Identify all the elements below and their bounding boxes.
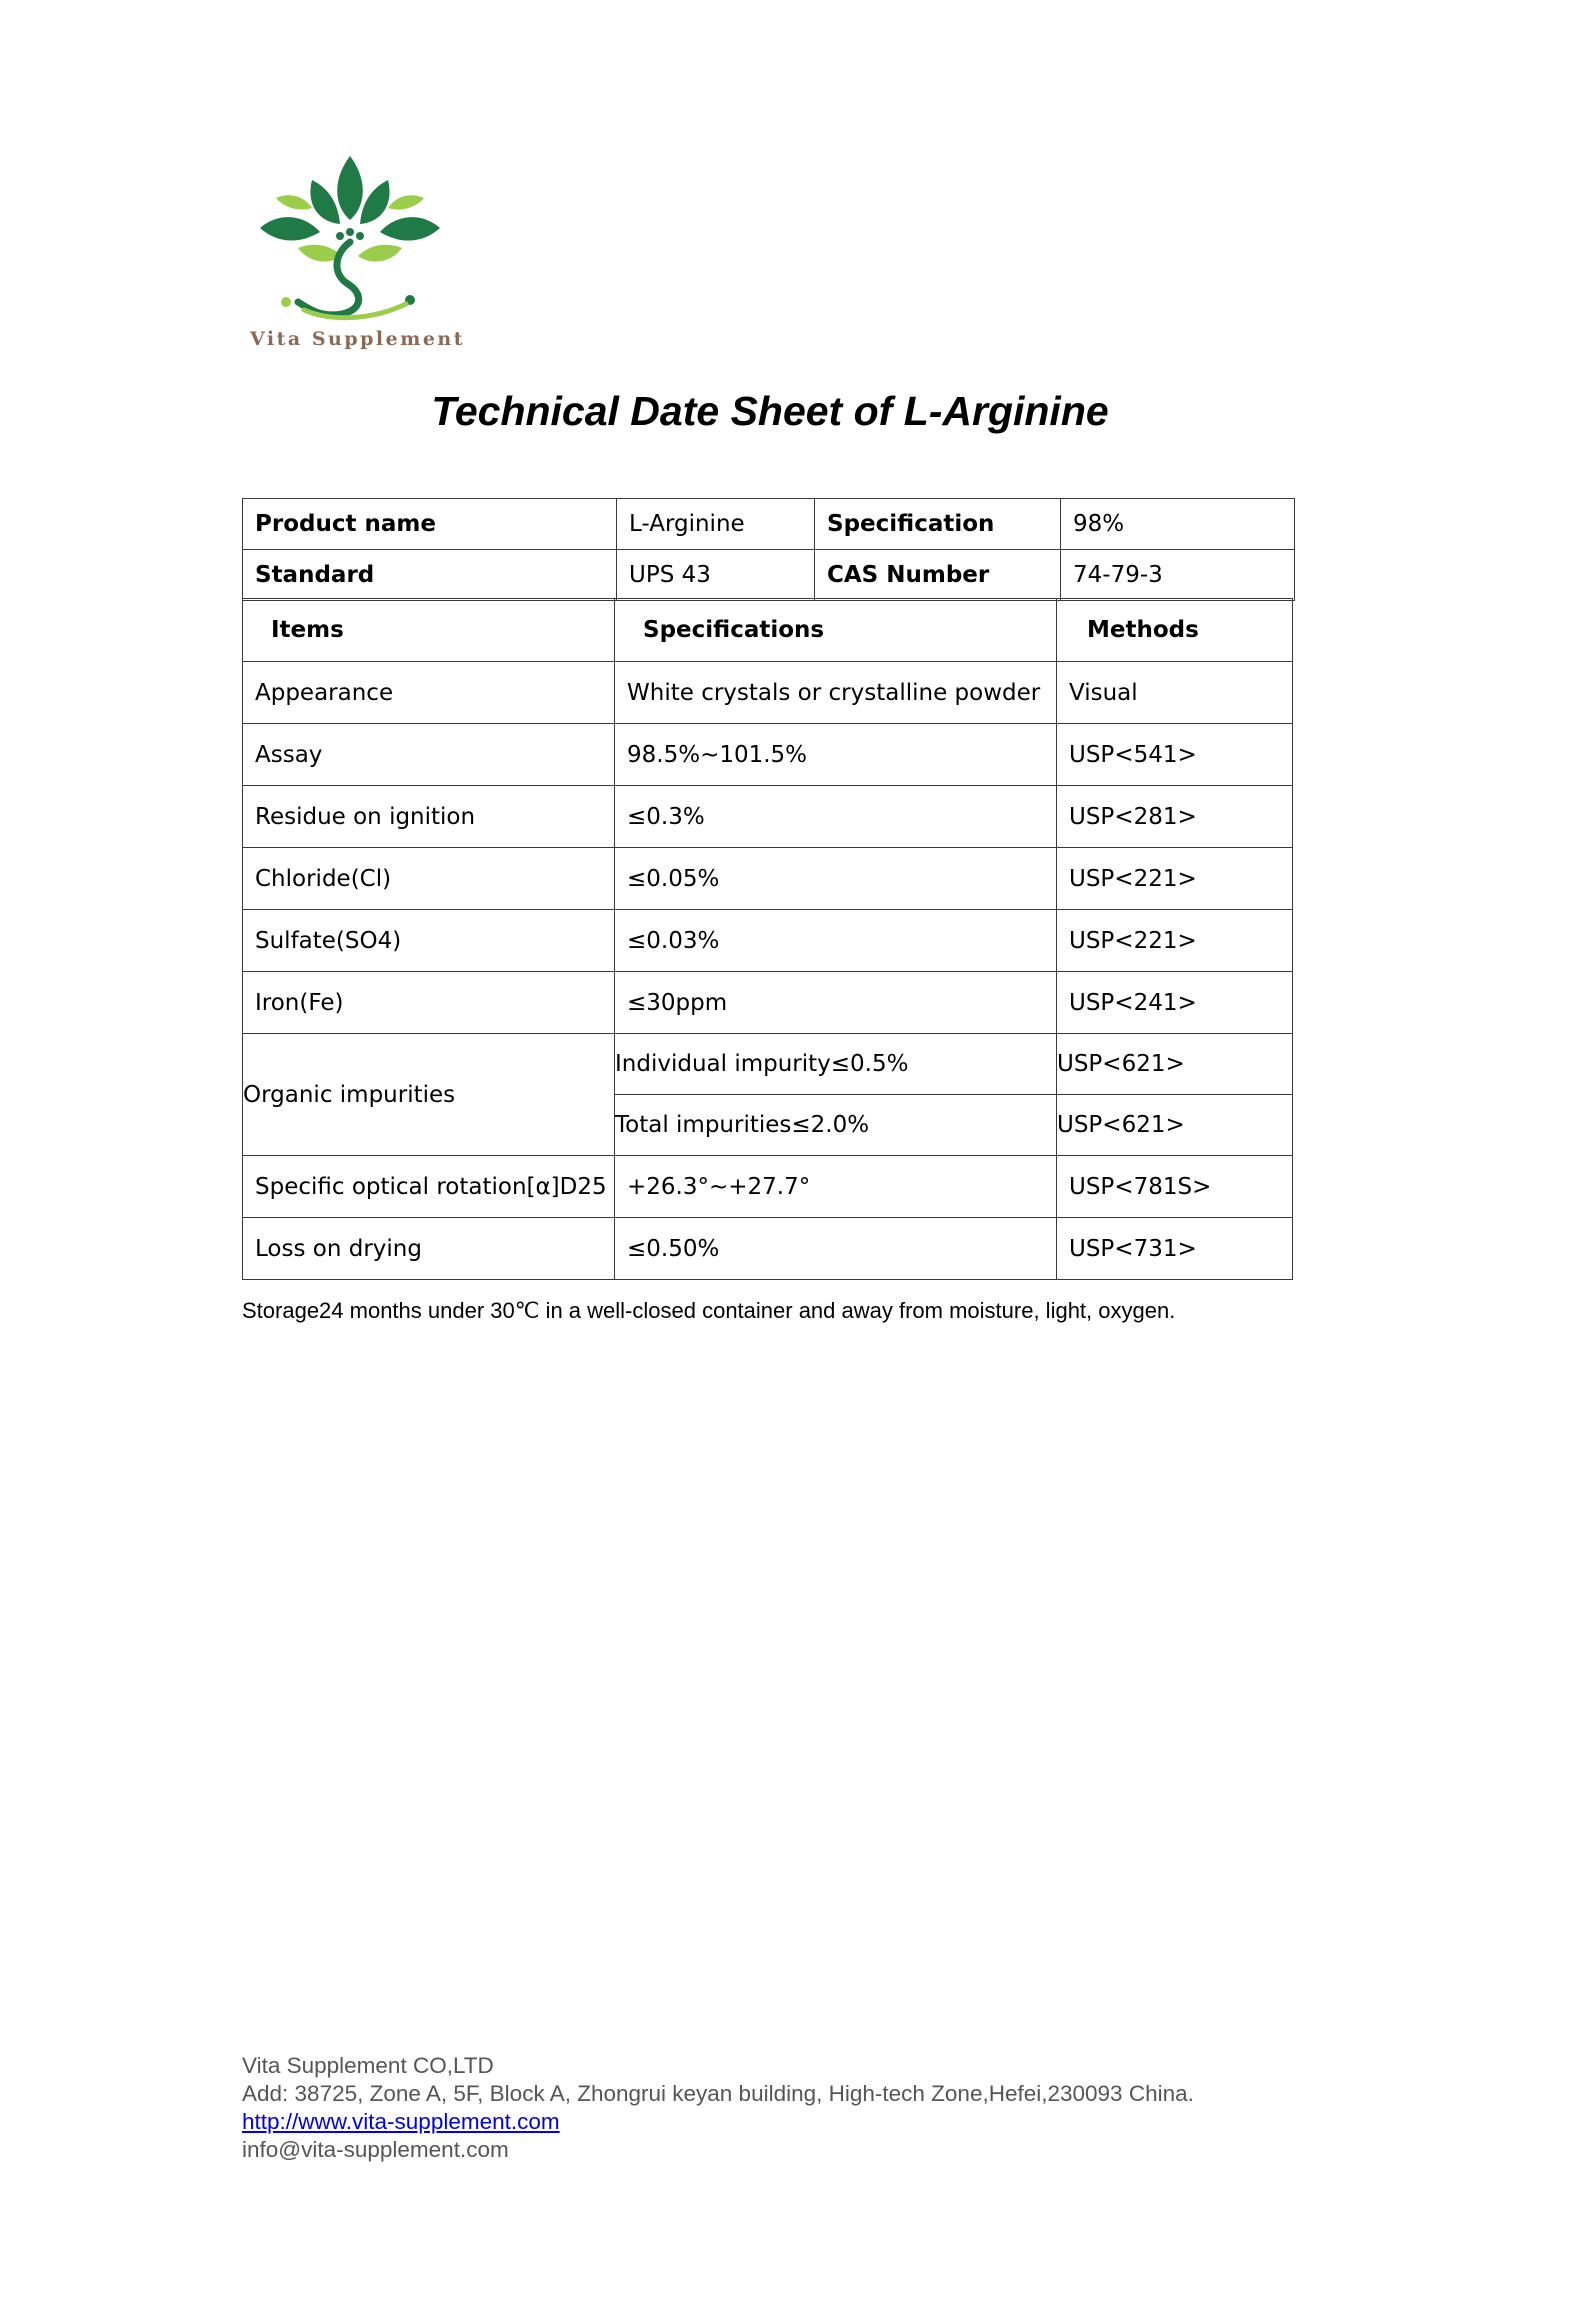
table-row (243, 910, 1293, 972)
info-value: 74-79-3 (1061, 550, 1295, 601)
specification-cell: ≤30ppm (615, 972, 1057, 1034)
specification-cell: Individual impurity≤0.5% (615, 1034, 1057, 1095)
company-name: Vita Supplement CO,LTD (242, 2053, 494, 2078)
specification-cell: White crystals or crystalline powder (615, 662, 1057, 724)
info-label: Specification (815, 499, 1061, 550)
table-header-row (243, 599, 1293, 662)
item-cell: Chloride(Cl) (243, 848, 615, 910)
info-value: UPS 43 (617, 550, 815, 601)
item-cell: Assay (243, 724, 615, 786)
product-info-table (242, 498, 1295, 601)
page-title: Technical Date Sheet of L-Arginine (431, 388, 1109, 434)
table-row (243, 786, 1293, 848)
header-methods: Methods (1057, 599, 1293, 662)
storage-note: Storage24 months under 30℃ in a well-closed container and away from moisture, light, oxygen. (242, 1298, 1176, 1323)
table-row (243, 1034, 1293, 1095)
table-row (243, 1218, 1293, 1280)
method-cell: USP<221> (1057, 848, 1293, 910)
method-cell: USP<221> (1057, 910, 1293, 972)
method-cell: USP<731> (1057, 1218, 1293, 1280)
item-cell: Organic impurities (243, 1034, 615, 1156)
info-label: Standard (243, 550, 617, 601)
header-items: Items (243, 599, 615, 662)
table-row (243, 848, 1293, 910)
header-specifications: Specifications (615, 599, 1057, 662)
item-cell: Iron(Fe) (243, 972, 615, 1034)
table-row (243, 724, 1293, 786)
website-link[interactable]: http://www.vita-supplement.com (242, 2109, 560, 2134)
table-row (243, 972, 1293, 1034)
item-cell: Appearance (243, 662, 615, 724)
method-cell: USP<241> (1057, 972, 1293, 1034)
method-cell: Visual (1057, 662, 1293, 724)
brand-name: Vita Supplement (250, 328, 466, 350)
item-cell: Specific optical rotation[α]D25 (243, 1156, 615, 1218)
contact-email: info@vita-supplement.com (242, 2137, 509, 2162)
item-cell: Loss on drying (243, 1218, 615, 1280)
item-cell: Sulfate(SO4) (243, 910, 615, 972)
table-row (243, 550, 1295, 601)
item-cell: Residue on ignition (243, 786, 615, 848)
info-value: 98% (1061, 499, 1295, 550)
specification-cell: 98.5%~101.5% (615, 724, 1057, 786)
specification-cell: ≤0.3% (615, 786, 1057, 848)
method-cell: USP<781S> (1057, 1156, 1293, 1218)
table-row (243, 1156, 1293, 1218)
specification-cell: ≤0.03% (615, 910, 1057, 972)
specification-cell: ≤0.05% (615, 848, 1057, 910)
method-cell: USP<621> (1057, 1095, 1293, 1156)
info-label: Product name (243, 499, 617, 550)
specification-cell: ≤0.50% (615, 1218, 1057, 1280)
specification-cell: Total impurities≤2.0% (615, 1095, 1057, 1156)
specification-cell: +26.3°~+27.7° (615, 1156, 1057, 1218)
specification-table (242, 598, 1293, 1280)
info-value: L-Arginine (617, 499, 815, 550)
method-cell: USP<541> (1057, 724, 1293, 786)
company-address: Add: 38725, Zone A, 5F, Block A, Zhongrui keyan building, High-tech Zone,Hefei,230093 China. (242, 2081, 1194, 2106)
table-row (243, 662, 1293, 724)
footer (242, 2052, 1194, 2164)
method-cell: USP<281> (1057, 786, 1293, 848)
info-label: CAS Number (815, 550, 1061, 601)
method-cell: USP<621> (1057, 1034, 1293, 1095)
table-row (243, 499, 1295, 550)
